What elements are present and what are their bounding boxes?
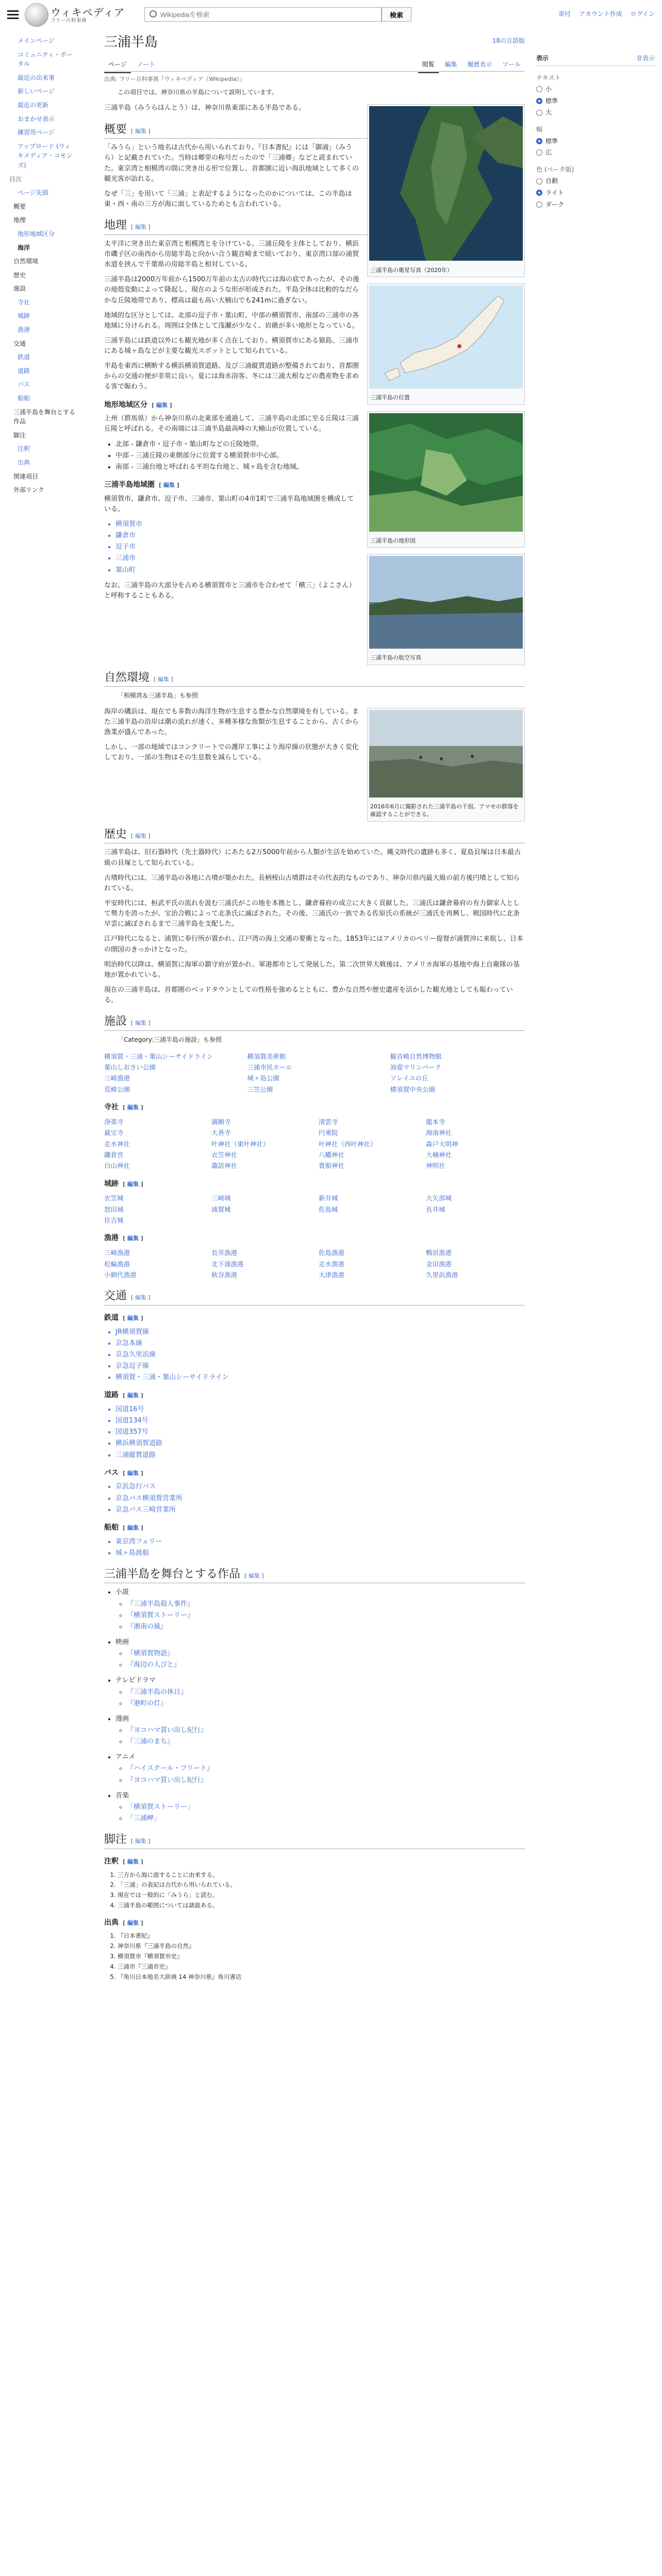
- list-item[interactable]: 三崎漁港: [104, 1074, 130, 1082]
- heading-shizen: 自然環境 [ 編集 ]: [104, 670, 525, 687]
- search-button[interactable]: 検索: [382, 7, 411, 22]
- edit-section-link[interactable]: [ 編集 ]: [244, 1572, 264, 1579]
- list-item[interactable]: 5. 『角川日本地名大辞典 14 神奈川県』角川書店: [118, 1973, 525, 1982]
- text-size-option[interactable]: [536, 84, 655, 94]
- list-item[interactable]: 三崎漁港: [104, 1249, 130, 1257]
- list-item[interactable]: 佐島漁港: [319, 1249, 345, 1257]
- login-link[interactable]: ログイン: [630, 10, 655, 18]
- list-item[interactable]: 横須賀美術館: [247, 1052, 286, 1060]
- figure-caption: 三浦半島の航空写真: [370, 654, 421, 662]
- sidebar-item[interactable]: 城跡: [18, 312, 30, 320]
- edit-section-link[interactable]: [ 編集 ]: [154, 675, 173, 683]
- heading-chiri: 地理 [ 編集 ]: [104, 218, 525, 235]
- list-item[interactable]: 城ヶ島公園: [247, 1074, 279, 1082]
- list-item[interactable]: ◦ 『港町の灯』: [127, 1699, 525, 1709]
- user-links: [552, 9, 655, 19]
- tab-page[interactable]: ページ: [104, 57, 131, 74]
- width-label: 幅: [536, 125, 543, 133]
- list-item[interactable]: ◦ 『三浦のまち』: [127, 1737, 525, 1747]
- list-item[interactable]: 2. 神奈川県『三浦半島の自然』: [118, 1942, 525, 1951]
- edit-section-link[interactable]: [ 編集 ]: [131, 832, 151, 839]
- edit-section-link[interactable]: [ 編集 ]: [123, 1314, 143, 1321]
- list-item[interactable]: 小網代漁港: [104, 1270, 137, 1279]
- tab-tools[interactable]: ツール: [502, 60, 521, 68]
- figure-caption: 三浦半島の衛星写真（2020年）: [370, 266, 453, 274]
- language-button[interactable]: 18の言語版: [492, 37, 525, 44]
- radio-icon[interactable]: [536, 98, 542, 104]
- tab-read[interactable]: 閲覧: [418, 57, 439, 74]
- wikipedia-logo-icon[interactable]: [25, 3, 48, 27]
- list-item[interactable]: 最宝寺: [104, 1129, 124, 1137]
- edit-section-link[interactable]: [ 編集 ]: [131, 224, 151, 231]
- hatnote: 「相模湾＆三浦半島」も参照: [118, 692, 198, 700]
- figure-caption: 三浦半島の地形図: [370, 537, 416, 544]
- list-item[interactable]: 浄楽寺: [104, 1117, 124, 1126]
- list-item[interactable]: ◦ 『三浦半島の休日』: [127, 1687, 525, 1698]
- list-item[interactable]: • 京急逗子線: [115, 1361, 525, 1371]
- paragraph: 明治時代以降は、横須賀に海軍の鎮守府が置かれ、軍港都市として発展した。第二次世界大戦後は、アメリカ海軍の基地や海上自衛隊の基地が置かれている。: [104, 960, 520, 979]
- castle-list: [104, 1193, 525, 1226]
- ship-list: [115, 1537, 525, 1558]
- list-item[interactable]: 衣笠城: [104, 1194, 124, 1202]
- list-item[interactable]: • 横浜横須賀道路: [115, 1438, 525, 1449]
- heading-gyokou: 漁港 [ 編集 ]: [104, 1234, 143, 1243]
- works-group-label: アニメ: [115, 1753, 136, 1761]
- works-group-label: 漫画: [115, 1715, 129, 1723]
- port-list: [104, 1247, 525, 1280]
- main-menu-icon[interactable]: [7, 8, 19, 20]
- list-item[interactable]: ◦ 『湘南の風』: [127, 1622, 525, 1632]
- list-item[interactable]: 秋谷漁港: [211, 1270, 238, 1279]
- location-map[interactable]: [369, 285, 523, 388]
- list-item[interactable]: 新井城: [319, 1194, 338, 1202]
- works-group-label: 小説: [115, 1588, 129, 1597]
- color-label: 色 (ベータ版): [536, 165, 574, 173]
- figure-tidal-flat: [367, 708, 525, 822]
- road-list: [115, 1404, 525, 1461]
- figure-caption: 三浦半島の位置: [370, 394, 410, 401]
- list-item[interactable]: 北下浦漁港: [211, 1260, 244, 1268]
- edit-section-link[interactable]: [ 編集 ]: [159, 482, 179, 489]
- paragraph: 三浦半島は、旧石器時代（先土器時代）にあたる2万5000年前から人類が生活を始めていた。縄文時代の遺跡も多く、夏島貝塚は日本最古級の貝塚として知られている。: [104, 849, 521, 867]
- list-item[interactable]: 大楠神社: [426, 1150, 452, 1159]
- heading-kaiyou: 三浦半島地域圏 [ 編集 ]: [104, 481, 179, 489]
- list-item[interactable]: 松輪漁港: [104, 1260, 130, 1268]
- list-item[interactable]: ◦ 『ヨコハマ買い出し紀行』: [127, 1775, 525, 1786]
- works-group: [115, 1675, 525, 1708]
- edit-section-link[interactable]: [ 編集 ]: [131, 1838, 151, 1845]
- sidebar-item[interactable]: 関連項目: [13, 472, 39, 480]
- railway-list: [115, 1327, 525, 1383]
- list-item[interactable]: 金田漁港: [426, 1260, 452, 1268]
- edit-section-link[interactable]: [ 編集 ]: [123, 1180, 143, 1188]
- list-item[interactable]: ソレイユの丘: [390, 1074, 428, 1082]
- sidebar-item[interactable]: おまかせ表示: [18, 115, 55, 123]
- list-item[interactable]: 3. 横須賀市『横須賀市史』: [118, 1952, 525, 1961]
- works-group: [115, 1587, 525, 1632]
- bus-list: [115, 1482, 525, 1515]
- panel-title: 表示: [536, 55, 549, 62]
- sidebar-item[interactable]: 出典: [18, 459, 30, 466]
- search-icon: [150, 10, 157, 18]
- edit-section-link[interactable]: [ 編集 ]: [123, 1469, 143, 1477]
- list-item[interactable]: • 京急バス横須賀営業所: [115, 1494, 525, 1504]
- text-size-option[interactable]: [536, 96, 655, 106]
- list-item[interactable]: 大矢部城: [426, 1194, 452, 1202]
- list-item[interactable]: 長井城: [426, 1205, 445, 1213]
- heading-gaiyou: 概要 [ 編集 ]: [104, 122, 525, 139]
- edit-section-link[interactable]: [ 編集 ]: [123, 1235, 143, 1242]
- color-option-label: 自動: [545, 177, 558, 185]
- list-item[interactable]: 貴船神社: [319, 1162, 345, 1170]
- hide-panel-button[interactable]: 非表示: [636, 55, 655, 62]
- list-item[interactable]: 横須賀中央公園: [390, 1085, 436, 1093]
- list-item[interactable]: 観音崎自然博物館: [390, 1052, 442, 1060]
- list-item[interactable]: 叶神社（西叶神社）: [319, 1140, 377, 1148]
- paragraph: 上州（群馬県）から神奈川県の北東部を通過して、三浦半島の北部に至る丘陵は三浦丘陵と呼ばれる。その南端には三浦半島最高峰の大楠山が位置している。: [104, 415, 359, 433]
- list-item[interactable]: • 三浦縦貫道路: [115, 1450, 525, 1461]
- list-item[interactable]: 白山神社: [104, 1162, 130, 1170]
- sidebar: [0, 34, 82, 497]
- paragraph: 三浦半島は2000万年前から1500万年前の太古の時代には海の底であったが、その後の地殻変動によって隆起し、現在のような形が形成された。半島全体は比較的なだらかな丘陵地帯であり、標高は最も高い大楠山でも241mに過ぎない。: [104, 276, 360, 304]
- list-item[interactable]: • 京浜急行バス: [115, 1482, 525, 1492]
- site-header: [0, 0, 662, 29]
- edit-section-link[interactable]: [ 編集 ]: [131, 1294, 151, 1301]
- heading-rekishi: 歴史 [ 編集 ]: [104, 827, 525, 844]
- list-item[interactable]: 三崎城: [211, 1194, 231, 1202]
- heading-chushaku: 注釈 [ 編集 ]: [104, 1857, 143, 1866]
- list-item[interactable]: 荒崎公園: [104, 1085, 130, 1093]
- list-item[interactable]: • 葉山町: [115, 565, 525, 575]
- width-option[interactable]: [536, 148, 655, 158]
- heading-fune: 船舶 [ 編集 ]: [104, 1523, 143, 1532]
- hatnote: この項目では、神奈川県の半島について説明しています。: [118, 88, 278, 96]
- list-item[interactable]: • 横須賀市: [115, 519, 525, 530]
- list-item[interactable]: 住吉城: [104, 1216, 124, 1225]
- list-item[interactable]: 4. 三浦半島の範囲については諸説ある。: [118, 1901, 525, 1910]
- list-item[interactable]: 走水漁港: [319, 1260, 345, 1268]
- paragraph: 太平洋に突き出た東京湾と相模湾とを分けている。三浦丘陵を主体としており、横浜市磯子区の南西から房総半島と向かい合う観音崎まで続いており、東京湾口部の浦賀水道を挟んで千葉県の房総半島と相対している。: [104, 240, 359, 269]
- references-list: [118, 1931, 525, 1981]
- sidebar-item[interactable]: 練習用ページ: [18, 129, 55, 137]
- works-group-label: テレビドラマ: [115, 1676, 156, 1685]
- heading-chikei: 地形地域区分 [ 編集 ]: [104, 400, 172, 409]
- list-item[interactable]: ◦ 『ヨコハマ買い出し紀行』: [127, 1725, 525, 1736]
- text-size-option-label: 標準: [545, 97, 558, 105]
- heading-koutsu: 交通 [ 編集 ]: [104, 1289, 525, 1306]
- sidebar-item[interactable]: アップロード (ウィキメディア・コモンズ): [18, 142, 73, 169]
- sidebar-item[interactable]: 寺社: [18, 298, 30, 306]
- sidebar-item[interactable]: 地形地域区分: [18, 230, 55, 238]
- sidebar-item[interactable]: 最近の出来事: [18, 74, 55, 81]
- list-item[interactable]: ◦ 『横須賀物語』: [127, 1649, 525, 1659]
- list-item[interactable]: ◦ 『海辺の人びと』: [127, 1660, 525, 1670]
- radio-icon[interactable]: [536, 110, 542, 116]
- appearance-panel: [536, 52, 655, 211]
- facility-list: [104, 1051, 525, 1095]
- wordmark[interactable]: ウィキペディア: [51, 6, 125, 19]
- list-item: • 南部 - 三浦台地と呼ばれる平坦な台地と、城ヶ島を含む地域。: [115, 462, 525, 472]
- list-item[interactable]: 佐島城: [319, 1205, 338, 1213]
- figure-caption: 2016年6月に撮影された三浦半島の干潟。アマモの群落を確認することができる。: [370, 803, 519, 818]
- tab-edit[interactable]: 編集: [444, 60, 457, 68]
- list-item[interactable]: 神明社: [426, 1162, 445, 1170]
- edit-section-link[interactable]: [ 編集 ]: [123, 1104, 143, 1111]
- list-item[interactable]: • 三浦市: [115, 553, 525, 564]
- tidal-flat-photo[interactable]: [369, 710, 523, 798]
- color-option[interactable]: [536, 200, 655, 210]
- heading-jisha: 寺社 [ 編集 ]: [104, 1103, 143, 1112]
- sidebar-item[interactable]: 新しいページ: [18, 88, 55, 95]
- width-option-label: 標準: [545, 137, 558, 145]
- paragraph: 横須賀市、鎌倉市、逗子市、三浦市、葉山町の4市1町で三浦半島地域圏を構成している。: [104, 495, 354, 513]
- sidebar-item[interactable]: 外部リンク: [13, 486, 44, 494]
- list-item[interactable]: 満願寺: [211, 1117, 231, 1126]
- edit-section-link[interactable]: [ 編集 ]: [131, 1020, 151, 1027]
- list-item[interactable]: 鎌倉宮: [104, 1150, 124, 1159]
- list-item[interactable]: 三笠公園: [247, 1085, 273, 1093]
- figure-location: [367, 283, 525, 405]
- list-item[interactable]: ◦ 『ハイスクール・フリート』: [127, 1764, 525, 1774]
- list-item[interactable]: 横須賀・三浦・葉山シーサイドライン: [104, 1052, 213, 1060]
- terrain-map[interactable]: [369, 413, 523, 532]
- sidebar-item[interactable]: コミュニティ・ポータル: [18, 50, 73, 68]
- works-group-label: 音楽: [115, 1791, 129, 1800]
- list-item[interactable]: 諏訪神社: [211, 1162, 238, 1170]
- list-item[interactable]: • 国道16号: [115, 1404, 525, 1415]
- paragraph: 地域的な区分としては、北部の逗子市・葉山町、中部の横須賀市、南部の三浦市の各地域に分けられる。周囲は全体として浅瀬が少なく、岩礁が多い地形となっている。: [104, 311, 359, 330]
- heading-douro: 道路 [ 編集 ]: [104, 1391, 143, 1400]
- search-input[interactable]: [144, 7, 382, 22]
- sidebar-item[interactable]: 交通: [13, 340, 26, 347]
- works-group: [115, 1714, 525, 1747]
- width-options: [536, 137, 655, 158]
- list-item[interactable]: • 横須賀・三浦・葉山シーサイドライン: [115, 1372, 525, 1383]
- notes-list: [118, 1871, 525, 1910]
- sidebar-item[interactable]: 海洋: [18, 244, 30, 251]
- list-item[interactable]: • 京急本線: [115, 1338, 525, 1349]
- radio-icon[interactable]: [536, 138, 542, 144]
- sidebar-item[interactable]: 船舶: [18, 395, 30, 402]
- sidebar-item[interactable]: 道路: [18, 367, 30, 375]
- list-item[interactable]: 衣笠神社: [211, 1150, 238, 1159]
- list-item[interactable]: 油壺マリンパーク: [390, 1063, 441, 1071]
- list-item[interactable]: • 鎌倉市: [115, 531, 525, 541]
- sidebar-item: 目次: [9, 175, 22, 183]
- aerial-photo[interactable]: [369, 556, 523, 649]
- sidebar-item[interactable]: 自然環境: [13, 258, 39, 265]
- list-item[interactable]: 葉山しおさい公園: [104, 1063, 156, 1071]
- list-item[interactable]: ◦ 『三浦半島殺人事件』: [127, 1599, 525, 1609]
- list-item[interactable]: 鴨居漁港: [426, 1249, 452, 1257]
- edit-section-link[interactable]: [ 編集 ]: [123, 1919, 143, 1926]
- tab-history[interactable]: 履歴表示: [467, 60, 492, 68]
- create-account-link[interactable]: アカウント作成: [578, 10, 622, 18]
- temple-list: [104, 1116, 525, 1172]
- list-item[interactable]: 八幡神社: [319, 1150, 345, 1159]
- list-item[interactable]: • JR横須賀線: [115, 1327, 525, 1337]
- sidebar-item[interactable]: メインページ: [18, 37, 55, 44]
- heading-shiro: 城跡 [ 編集 ]: [104, 1179, 143, 1188]
- list-item[interactable]: • 国道357号: [115, 1427, 525, 1437]
- list-item[interactable]: • 京急久里浜線: [115, 1350, 525, 1360]
- paragraph: 平安時代には、桓武平氏の流れを汲む三浦氏がこの地を本拠とし、鎌倉幕府の成立に大きく貢献した。三浦氏は鎌倉幕府の有力御家人として勢力を誇ったが、宝治合戦によって北条氏に滅ぼされた。その後、三浦氏の一族である佐原氏の系統が三浦氏を再興し、戦国時代に北条早雲に滅ぼされるまで三浦半島を支配した。: [104, 900, 520, 928]
- radio-icon[interactable]: [536, 201, 542, 208]
- list-item[interactable]: • 城ヶ島渡船: [115, 1548, 525, 1558]
- list-item[interactable]: ◦ 『横須賀ストーリー』: [127, 1611, 525, 1621]
- list-item[interactable]: • 東京湾フェリー: [115, 1537, 525, 1547]
- radio-icon[interactable]: [536, 86, 542, 92]
- sidebar-item[interactable]: ページ先頭: [18, 189, 48, 197]
- edit-section-link[interactable]: [ 編集 ]: [123, 1858, 143, 1865]
- paragraph: なぜ「三」を用いて「三浦」と表記するようになったのかについては、この半島は東・西・南の三方が海に面しているためとも言われている。: [104, 190, 352, 208]
- text-size-options: [536, 84, 655, 117]
- paragraph: 三浦半島には鉄道以外にも観光地が多く点在しており、横須賀市にある猿島、三浦市にある城ヶ島などが主要な観光スポットとして知られている。: [104, 336, 359, 355]
- color-option-label: ダーク: [545, 200, 565, 208]
- color-option[interactable]: [536, 188, 655, 198]
- heading-sakuhin: 三浦半島を舞台とする作品 [ 編集 ]: [104, 1567, 525, 1584]
- list-item[interactable]: 怒田城: [104, 1205, 124, 1213]
- radio-icon[interactable]: [536, 190, 542, 196]
- page-title: 三浦半島: [104, 35, 158, 50]
- paragraph: 現在の三浦半島は、首都圏のベッドタウンとしての性格を強めるとともに、豊かな自然や歴史遺産を活かした観光地としても賑わっている。: [104, 986, 513, 1005]
- sidebar-item[interactable]: 鉄道: [18, 353, 30, 361]
- paragraph: 「みうら」という地名は古代から用いられており、『日本書紀』には「御浦」（みうら）と記載されていた。当時は郷里の称号だったので「三浦郷」などと読まれていた。東京湾と相模湾の間に突き出る形で位置し、首都圏に近い海浜地域として多くの観光客が訪れる。: [104, 144, 359, 183]
- works-list: [115, 1587, 525, 1824]
- works-group: [115, 1791, 525, 1824]
- tab-talk[interactable]: ノート: [137, 60, 156, 68]
- list-item[interactable]: 長井漁港: [211, 1249, 238, 1257]
- color-option[interactable]: [536, 176, 655, 186]
- sidebar-item[interactable]: 地理: [13, 216, 26, 224]
- list-item[interactable]: 円乗院: [319, 1129, 338, 1137]
- intro-paragraph: 三浦半島（みうらはんとう）は、神奈川県東部にある半島である。: [104, 104, 306, 112]
- heading-kyakuchu: 脚注 [ 編集 ]: [104, 1832, 525, 1849]
- article: [104, 34, 525, 1983]
- sidebar-item[interactable]: 漁港: [18, 326, 30, 334]
- heading-shisetsu: 施設 [ 編集 ]: [104, 1014, 525, 1031]
- sidebar-item[interactable]: 三浦半島を舞台とする作品: [13, 408, 76, 426]
- paragraph: 古墳時代には、三浦半島の各地に古墳が築かれた。長柄桜山古墳群はその代表的なものであり、神奈川県内最大級の前方後円墳として知られている。: [104, 874, 520, 892]
- sidebar-item[interactable]: 概要: [13, 202, 26, 210]
- works-group-label: 映画: [115, 1638, 129, 1647]
- edit-section-link[interactable]: [ 編集 ]: [123, 1392, 143, 1399]
- text-size-option-label: 大: [545, 109, 552, 116]
- radio-icon[interactable]: [536, 178, 542, 184]
- heading-shutten: 出典 [ 編集 ]: [104, 1918, 143, 1927]
- list-item: • 北部 - 鎌倉市・逗子市・葉山町などの丘陵地帯。: [115, 439, 525, 450]
- list-item[interactable]: • 逗子市: [115, 542, 525, 552]
- tagline: フリー百科事典: [51, 18, 87, 24]
- list-item[interactable]: 1. 三方から海に面することに由来する。: [118, 1871, 525, 1880]
- sidebar-item[interactable]: 注釈: [18, 445, 30, 453]
- works-group: [115, 1637, 525, 1670]
- list-item[interactable]: 2. 「三浦」の表記は古代から用いられている。: [118, 1880, 525, 1890]
- paragraph: しかし、一部の地域ではコンクリートでの護岸工事により海岸線の状態が大きく変化しており、一部の生物はその生息数を減らしている。: [104, 743, 359, 762]
- width-option-label: 広: [545, 149, 552, 157]
- hatnote: 「Category:三浦半島の施設」も参照: [118, 1036, 222, 1043]
- list-item[interactable]: 久里浜漁港: [426, 1270, 458, 1279]
- list-item[interactable]: 1. 『日本書紀』: [118, 1931, 525, 1941]
- heading-bus: バス [ 編集 ]: [104, 1468, 143, 1477]
- works-group: [115, 1752, 525, 1785]
- list-item[interactable]: 海南神社: [426, 1129, 452, 1137]
- text-size-label: テキスト: [536, 74, 561, 81]
- edit-section-link[interactable]: [ 編集 ]: [131, 127, 151, 134]
- color-options: [536, 176, 655, 209]
- list-item[interactable]: 三浦市民ホール: [247, 1063, 292, 1071]
- list-item[interactable]: 叶神社（東叶神社）: [211, 1140, 270, 1148]
- satellite-image[interactable]: [369, 106, 523, 261]
- page-tabs: [104, 57, 525, 72]
- text-size-option-label: 小: [545, 86, 552, 93]
- list-item[interactable]: 走水神社: [104, 1140, 130, 1148]
- list-item[interactable]: 大津漁港: [319, 1270, 345, 1279]
- figure-satellite: [367, 104, 525, 277]
- paragraph: なお、三浦半島の大部分を占める横須賀市と三浦市を合わせて「横三」（よこさん）と呼称することもある。: [104, 581, 356, 600]
- sidebar-item[interactable]: 歴史: [13, 271, 26, 279]
- paragraph: 海岸の磯浜は、現在でも多数の海洋生物が生息する豊かな自然環境を有している。また三浦半島の沿岸は潮の流れが速く、多種多様な魚類が生息することから、古くから漁業が盛んであった。: [104, 707, 359, 737]
- sidebar-item[interactable]: 施設: [13, 285, 26, 293]
- width-option[interactable]: [536, 137, 655, 146]
- list-item[interactable]: • 京急バス三崎営業所: [115, 1505, 525, 1515]
- sidebar-item[interactable]: 脚注: [13, 431, 26, 439]
- sidebar-item[interactable]: バス: [18, 381, 30, 388]
- list-item[interactable]: 3. 現在では一般的に「みうら」と読む。: [118, 1891, 525, 1900]
- paragraph: 半島を東西に横断する横浜横須賀道路、及び三浦縦貫道路が整備されており、首都圏からの交通の便が非常に良い。夏には海水浴客、冬には三浦大根などの農産物を求める客で賑わう。: [104, 362, 359, 391]
- list-item: • 中部 - 三浦丘陵の東側部分に位置する横須賀市中心部。: [115, 451, 525, 461]
- figure-aerial: [367, 554, 525, 665]
- color-option-label: ライト: [545, 189, 564, 196]
- list-item[interactable]: 龍本寺: [426, 1117, 445, 1126]
- list-item[interactable]: 大善寺: [211, 1129, 231, 1137]
- list-item[interactable]: 森戸大明神: [426, 1140, 458, 1148]
- heading-tetsudou: 鉄道 [ 編集 ]: [104, 1313, 143, 1322]
- sidebar-item[interactable]: 最近の更新: [18, 101, 49, 109]
- radio-icon[interactable]: [536, 149, 542, 156]
- list-item[interactable]: • 国道134号: [115, 1416, 525, 1426]
- list-item[interactable]: 浦賀城: [211, 1205, 231, 1213]
- text-size-option[interactable]: [536, 108, 655, 117]
- edit-section-link[interactable]: [ 編集 ]: [123, 1524, 143, 1531]
- edit-section-link[interactable]: [ 編集 ]: [152, 401, 172, 409]
- list-item[interactable]: ◦ 「三浦岬」: [127, 1814, 525, 1824]
- donate-link[interactable]: 寄付: [558, 10, 571, 18]
- list-item[interactable]: 清雲寺: [319, 1117, 338, 1126]
- list-item[interactable]: ◦ 「横須賀ストーリー」: [127, 1802, 525, 1812]
- source-line: 出典: フリー百科事典『ウィキペディア（Wikipedia）』: [104, 75, 245, 82]
- figure-terrain: [367, 411, 525, 548]
- paragraph: 江戸時代になると、浦賀に奉行所が置かれ、江戸湾の海上交通の要衝となった。1853年にはアメリカのペリー提督が浦賀沖に来航し、日本の開国のきっかけとなった。: [104, 935, 523, 954]
- list-item[interactable]: 4. 三浦市『三浦市史』: [118, 1962, 525, 1972]
